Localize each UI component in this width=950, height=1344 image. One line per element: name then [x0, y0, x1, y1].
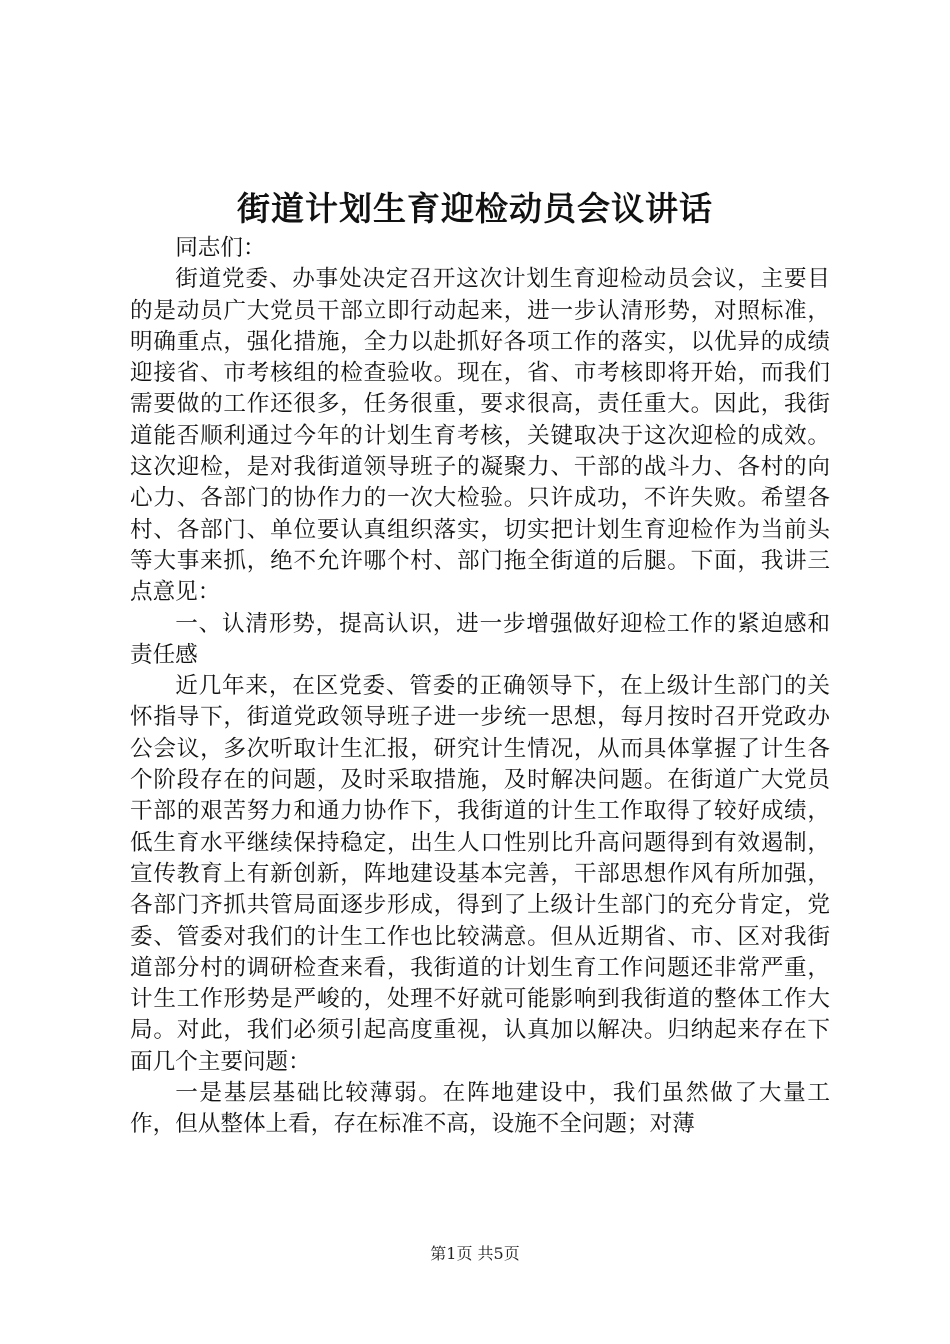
salutation-paragraph: 同志们： [175, 235, 266, 261]
body-paragraph: 一是基层基础比较薄弱。在阵地建设中，我们虽然做了大量工作，但从整体上看，存在标准不高，设施不全问题；对薄 [130, 1080, 830, 1138]
section-heading: 一、认清形势，提高认识，进一步增强做好迎检工作的紧迫感和责任感 [130, 610, 830, 668]
body-paragraph: 近几年来，在区党委、管委的正确领导下，在上级计生部门的关怀指导下，街道党政领导班子进一步统一思想，每月按时召开党政办公会议，多次听取计生汇报，研究计生情况，从而具体掌握了计生各个阶段存在的问题，及时采取措施，及时解决问题。在街道广大党员干部的艰苦努力和通力协作下，我街道的计生工作取得了较好成绩，低生育水平继续保持稳定，出生人口性别比升高问题得到有效遏制，宣传教育上有新创新，阵地建设基本完善，干部思想作风有所加强，各部门齐抓共管局面逐步形成，得到了上级计生部门的充分肯定，党委、管委对我们的计生工作也比较满意。但从近期省、市、区对我街道部分村的调研检查来看，我街道的计划生育工作问题还非常严重，计生工作形势是严峻的，处理不好就可能影响到我街道的整体工作大局。对此，我们必须引起高度重视，认真加以解决。归纳起来存在下面几个主要问题： [130, 673, 830, 1075]
document-body [130, 233, 830, 1141]
document-title: 街道计划生育迎检动员会议讲话 [237, 189, 713, 228]
body-paragraph: 街道党委、办事处决定召开这次计划生育迎检动员会议，主要目的是动员广大党员干部立即行动起来，进一步认清形势，对照标准，明确重点，强化措施，全力以赴抓好各项工作的落实，以优异的成绩迎接省、市考核组的检查验收。现在，省、市考核即将开始，而我们需要做的工作还很多，任务很重，要求很高，责任重大。因此，我街道能否顺利通过今年的计划生育考核，关键取决于这次迎检的成效。这次迎检，是对我街道领导班子的凝聚力、干部的战斗力、各村的向心力、各部门的协作力的一次大检验。只许成功，不许失败。希望各村、各部门、单位要认真组织落实，切实把计划生育迎检作为当前头等大事来抓，绝不允许哪个村、部门拖全街道的后腿。下面，我讲三点意见： [130, 266, 830, 606]
page-number-footer: 第1页 共5页 [430, 1244, 520, 1263]
